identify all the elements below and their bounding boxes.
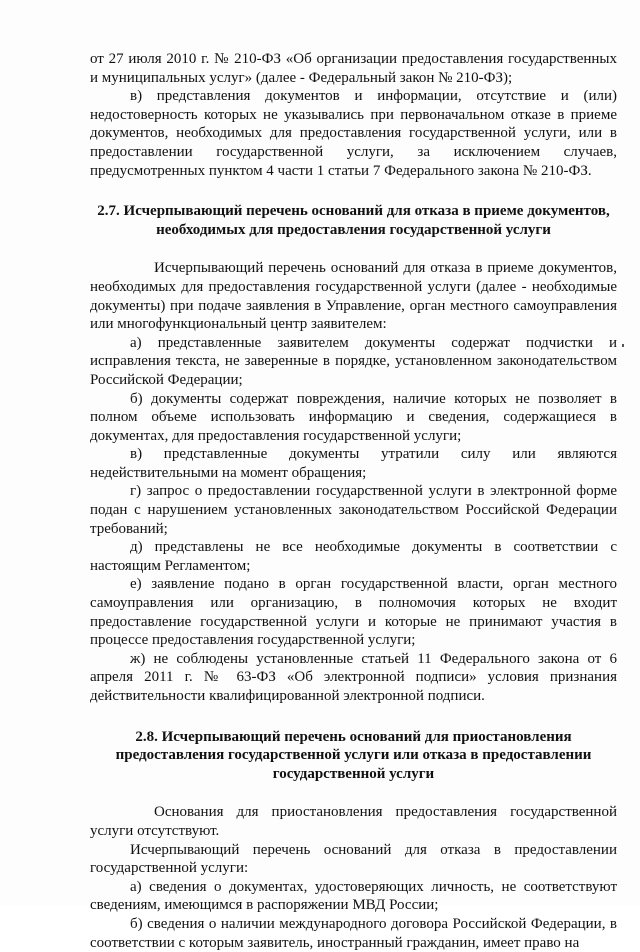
section-heading-2-7: 2.7. Исчерпывающий перечень оснований для отказа в приеме документов, необходимых для предоставления государственной услуги [97,203,610,238]
paragraph-2-7-intro: Исчерпывающий перечень оснований для отказа в приеме документов, необходимых для предоставления государственной услуги (далее - необходимые документы) при подаче заявления в Управление, орган местного самоуправления или многофункциональный центр заявителем: [90,260,617,333]
section-heading-2-8: 2.8. Исчерпывающий перечень оснований для приостановления предоставления государственной услуги или отказа в предоставлении государственной услуги [115,728,592,782]
list-item-2-7-a: а) представленные заявителем документы содержат подчистки и исправления текста, не заверенные в порядке, установленном законодательством Российской Федерации; [90,334,617,388]
spacer [90,239,617,259]
paragraph-item-v-previous: в) представления документов и информации, отсутствие и (или) недостоверность которых не указывались при первоначальном отказе в приеме документов, необходимых для предоставления государственной услуги, или в предоставлении государственной услуги, за исключением случаев, предусмотренных пунктом 4 части 1 статьи 7 Федерального закона № 210-ФЗ. [90,88,617,179]
list-item-2-7-b: б) документы содержат повреждения, наличие которых не позволяет в полном объеме использовать информацию и сведения, содержащиеся в документах, для предоставления государственной услуги; [90,390,617,444]
list-item-2-8-b: б) сведения о наличии международного договора Российской Федерации, в соответствии с которым заявитель, иностранный гражданин, имеет право на [90,915,617,951]
list-item-2-7-g: г) запрос о предоставлении государственной услуги в электронной форме подан с нарушением установленных законодательством Российской Федерации требований; [90,483,617,537]
list-item-2-7-d: д) представлены не все необходимые документы в соответствии с настоящим Регламентом; [90,539,617,574]
list-item-2-7-zh: ж) не соблюдены установленные статьей 11 Федерального закона от 6 апреля 2011 г. № 63-ФЗ «Об электронной подписи» условия признания действительности квалифицированной электронной подписи. [90,650,617,704]
spacer [90,783,617,803]
list-item-2-7-e: е) заявление подано в орган государственной власти, орган местного самоуправления или организацию, в полномочия которых не входит предоставление государственной услуги и которые не принимают участия в процессе предоставления государственной услуги; [90,576,617,649]
paragraph-law-reference: от 27 июля 2010 г. № 210-ФЗ «Об организации предоставления государственных и муниципальных услуг» (далее - Федеральный закон № 210-ФЗ); [90,51,617,86]
paragraph-2-8-suspension: Основания для приостановления предоставления государственной услуги отсутствуют. [90,804,617,839]
scan-speck [622,344,624,347]
list-item-2-8-a: а) сведения о документах, удостоверяющих личность, не соответствуют сведениям, имеющимся в распоряжении МВД России; [90,878,617,914]
spacer [90,706,617,728]
list-item-2-7-v: в) представленные документы утратили силу или являются недействительными на момент обращения; [90,446,617,481]
paragraph-2-8-refusal-intro: Исчерпывающий перечень оснований для отказа в предоставлении государственной услуги: [90,841,617,877]
page-content [90,50,617,952]
spacer [90,180,617,202]
